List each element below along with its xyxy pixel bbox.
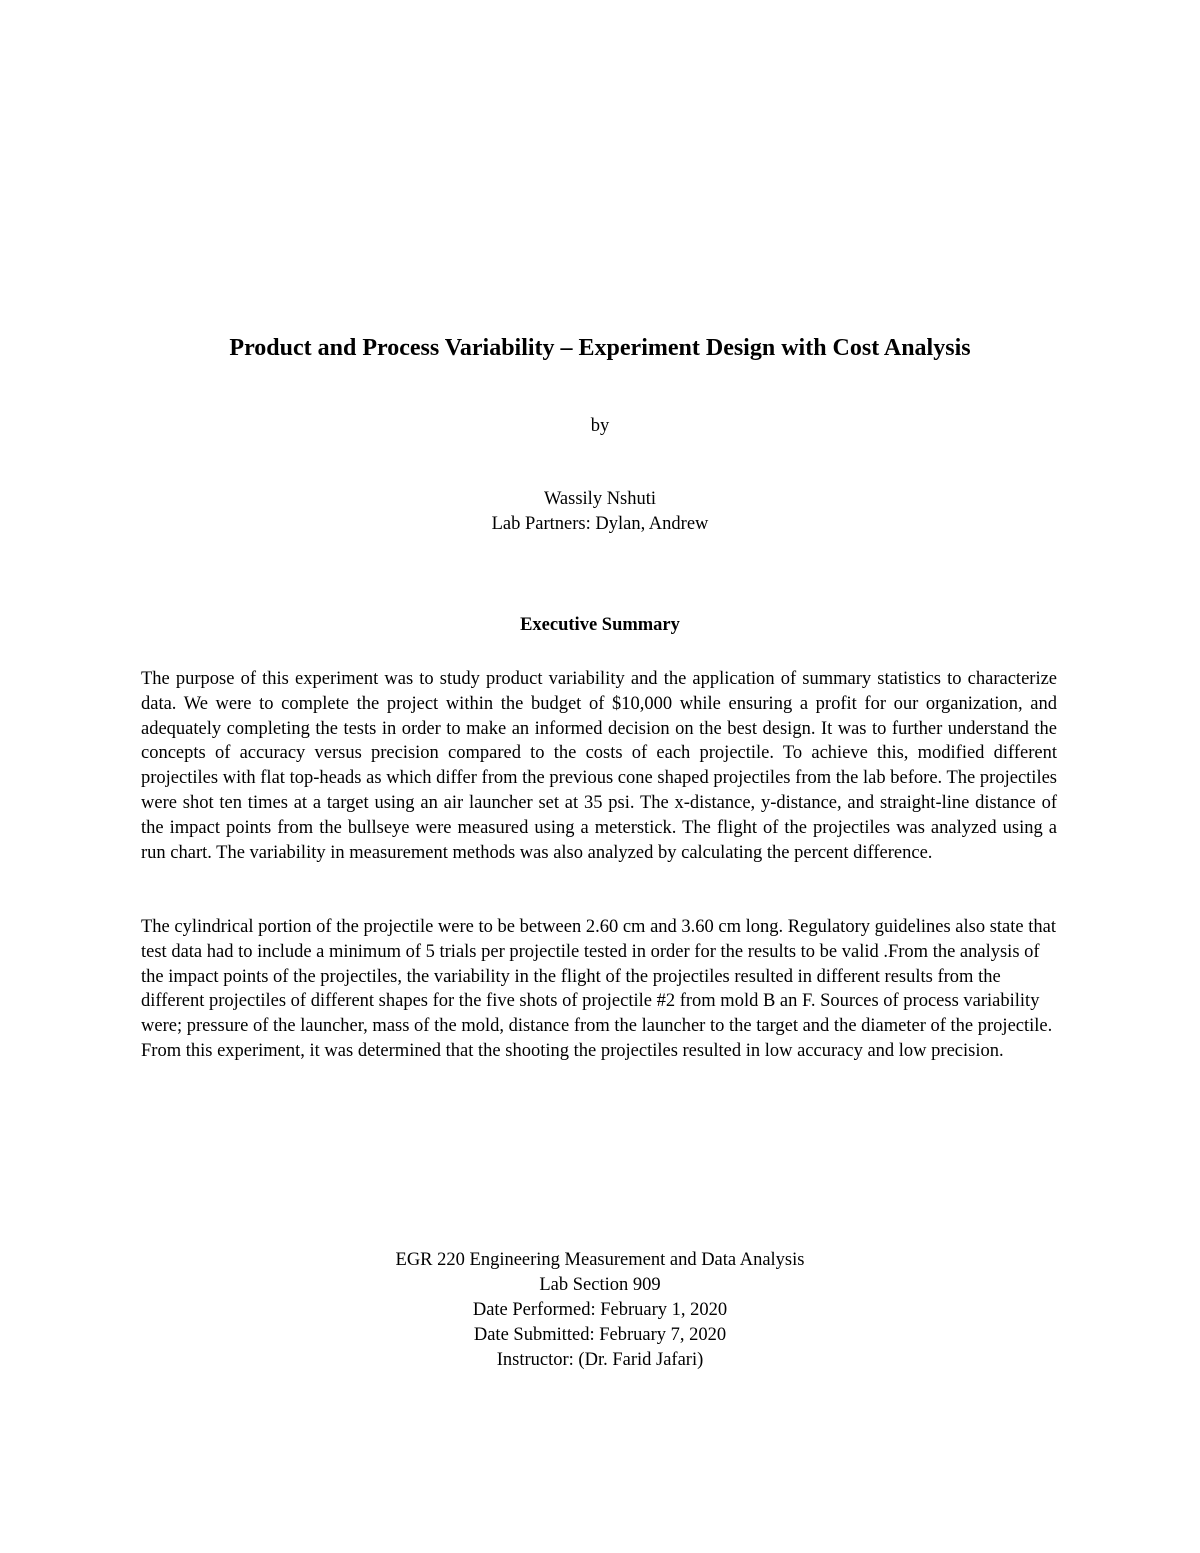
executive-summary-paragraph-1: The purpose of this experiment was to study product variability and the application of summary statistics to characterize data. We were to complete the project within the budget of $10,000 while ensuring a profit for our organization, and adequately completing the tests in order to make an informed decision on the best design. It was to further understand the concepts of accuracy versus precision compared to the costs of each projectile. To achieve this, modified different projectiles with flat top-heads as which differ from the previous cone shaped projectiles from the lab before. The projectiles were shot ten times at a target using an air launcher set at 35 psi. The x-distance, y-distance, and straight-line distance of the impact points from the bullseye were measured using a meterstick. The flight of the projectiles was analyzed using a run chart. The variability in measurement methods was also analyzed by calculating the percent difference.	[141, 669, 1057, 863]
date-performed: Date Performed: February 1, 2020	[472, 1300, 728, 1320]
lab-section: Lab Section 909	[539, 1275, 661, 1295]
by-line: by	[590, 416, 610, 436]
lab-partners: Lab Partners: Dylan, Andrew	[491, 514, 709, 534]
document-title: Product and Process Variability – Experiment Design with Cost Analysis	[229, 335, 971, 361]
executive-summary-paragraph-2: The cylindrical portion of the projectile were to be between 2.60 cm and 3.60 cm long. Regulatory guidelines also state that test data had to include a minimum of 5 trials per projectile tested in order for the results to be valid .From the analysis of the impact points of the projectiles, the variability in the flight of the projectiles resulted in different results from the different projectiles of different shapes for the five shots of projectile #2 from mold B an F. Sources of process variability were; pressure of the launcher, mass of the mold, distance from the launcher to the target and the diameter of the projectile. From this experiment, it was determined that the shooting the projectiles resulted in low accuracy and low precision.	[141, 917, 1056, 1061]
author-name: Wassily Nshuti	[543, 489, 657, 509]
instructor: Instructor: (Dr. Farid Jafari)	[496, 1350, 704, 1370]
report-details-block	[0, 1248, 1200, 1373]
executive-summary-heading: Executive Summary	[520, 615, 680, 635]
date-submitted: Date Submitted: February 7, 2020	[473, 1325, 727, 1345]
course-name: EGR 220 Engineering Measurement and Data Analysis	[395, 1250, 805, 1270]
